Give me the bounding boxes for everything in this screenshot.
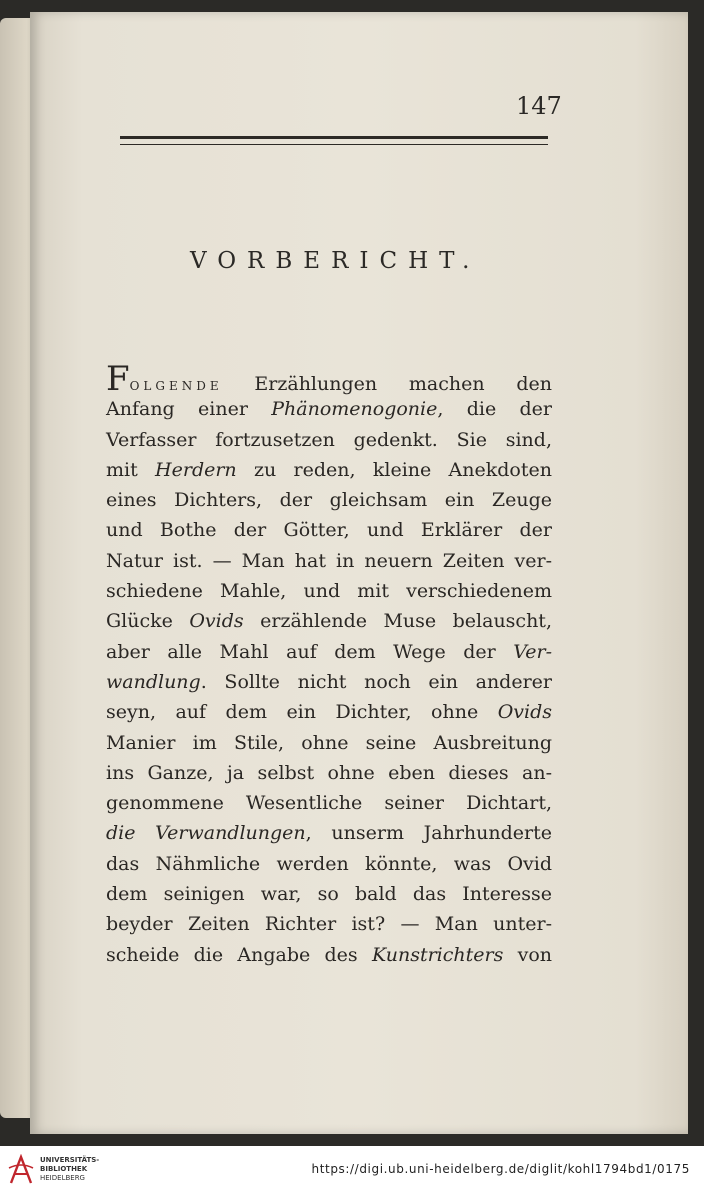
text-line: Manier im Stile, ohne seine Ausbreitung — [106, 731, 552, 754]
text-line: Natur ist. — Man hat in neuern Zeiten ver- — [106, 549, 552, 572]
italic-term: die Verwandlungen — [106, 822, 306, 845]
italic-term: Herdern — [155, 458, 237, 481]
permalink-url[interactable]: https://digi.ub.uni-heidelberg.de/diglit/kohl1794bd1/0175 — [311, 1162, 690, 1176]
text-line: eines Dichters, der gleichsam ein Zeuge — [106, 489, 552, 512]
text-line: wandlung. Sollte nicht noch ein anderer — [106, 670, 552, 693]
italic-term: Phänomenogonie — [271, 398, 438, 421]
text-line: genommene Wesentliche seiner Dichtart, — [106, 792, 552, 815]
text-line: die Verwandlungen, unserm Jahrhunderte — [106, 822, 553, 845]
text-line: Anfang einer Phänomenogonie, die der — [106, 398, 552, 421]
text-line: Glücke Ovids erzählende Muse belauscht, — [106, 610, 552, 633]
italic-term: Ovids — [497, 701, 552, 724]
text-line: und Bothe der Götter, und Erklärer der — [106, 519, 552, 542]
page-number: 147 — [516, 92, 562, 120]
italic-term: Ver- — [513, 640, 552, 663]
text-line: seyn, auf dem ein Dichter, ohne Ovids — [106, 701, 552, 724]
text-line: FOLGENDE Erzählungen machen den — [106, 359, 552, 399]
text-line: schiedene Mahle, und mit verschiedenem — [106, 580, 552, 603]
text-line: beyder Zeiten Richter ist? — Man unter- — [106, 913, 552, 936]
italic-term: Ovids — [189, 610, 244, 633]
text-line: aber alle Mahl auf dem Wege der Ver- — [106, 640, 552, 663]
text-line: das Nähmliche werden könnte, was Ovid — [106, 852, 552, 875]
text-line: ins Ganze, ja selbst ohne eben dieses an- — [106, 761, 552, 784]
italic-term: Kunstrichters — [371, 943, 504, 966]
italic-term: wandlung — [106, 670, 201, 693]
body-text — [106, 359, 553, 970]
header-rule-thick — [120, 136, 548, 139]
header-rule-thin — [120, 144, 548, 145]
drop-cap: F — [106, 359, 130, 399]
text-line: dem seinigen war, so bald das Interesse — [106, 883, 552, 906]
university-library-logo-icon[interactable] — [8, 1154, 34, 1186]
chapter-title: VORBERICHT. — [190, 248, 481, 274]
text-line: mit Herdern zu reden, kleine Anekdoten — [106, 458, 552, 481]
library-name: UNIVERSITÄTS- BIBLIOTHEK HEIDELBERG — [40, 1156, 100, 1182]
text-line: scheide die Angabe des Kunstrichters von — [106, 943, 553, 966]
text-line: Verfasser fortzusetzen gedenkt. Sie sind, — [106, 428, 552, 451]
smallcaps-word: OLGENDE — [129, 379, 223, 393]
footer-bar — [0, 1146, 704, 1195]
